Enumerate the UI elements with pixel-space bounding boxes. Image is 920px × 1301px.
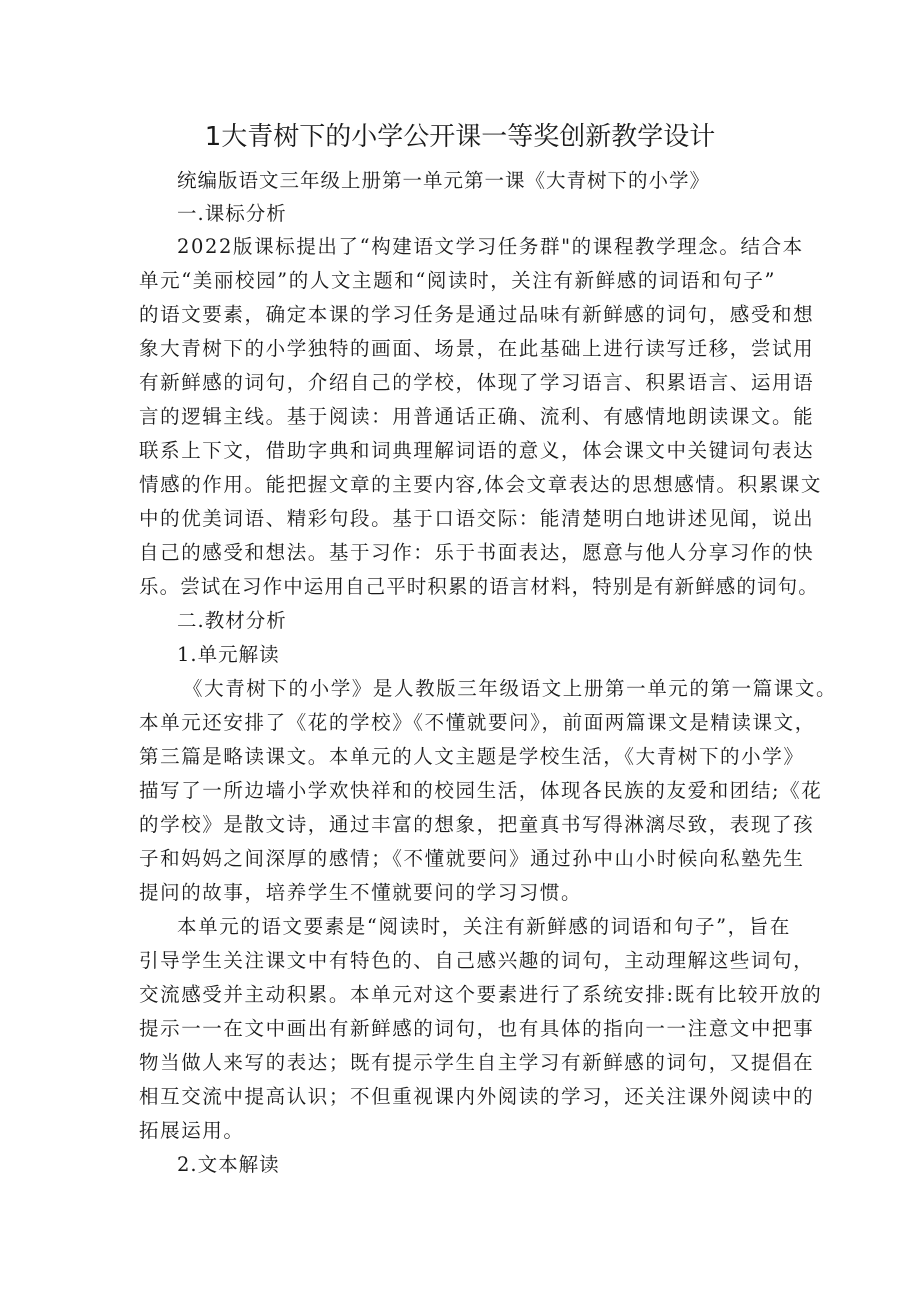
- paragraph-line: 情感的作用。能把握文章的主要内容,体会文章表达的思想感情。积累课文: [139, 473, 822, 496]
- subsection-heading-text: 2.文本解读: [177, 1153, 280, 1176]
- paragraph-line: 自己的感受和想法。基于习作：乐于书面表达，愿意与他人分享习作的快: [139, 541, 815, 564]
- paragraph-line: 2022版课标提出了“构建语文学习任务群"的课程教学理念。结合本: [177, 235, 804, 258]
- subsection-heading-unit: 1.单元解读: [177, 643, 280, 666]
- paragraph-line: 的语文要素，确定本课的学习任务是通过品味有新鲜感的词句，感受和想: [139, 303, 815, 326]
- paragraph-line: 本单元还安排了《花的学校》《不懂就要问》，前面两篇课文是精读课文，: [139, 711, 816, 734]
- section-heading-textbook: 二.教材分析: [177, 609, 287, 632]
- paragraph-line: 第三篇是略读课文。本单元的人文主题是学校生活，《大青树下的小学》: [139, 745, 805, 768]
- paragraph-line: 物当做人来写的表达；既有提示学生自主学习有新鲜感的词句，又提倡在: [139, 1051, 815, 1074]
- paragraph-line: 本单元的语文要素是“阅读时，关注有新鲜感的词语和句子”，旨在: [177, 915, 791, 938]
- paragraph-line: 拓展运用。: [139, 1119, 245, 1142]
- paragraph-line: 交流感受并主动积累。本单元对这个要素进行了系统安排:既有比较开放的: [139, 983, 823, 1006]
- section-heading-standards: 一.课标分析: [177, 202, 287, 225]
- paragraph-line: 提示一一在文中画出有新鲜感的词句，也有具体的指向一一注意文中把事: [139, 1017, 815, 1040]
- paragraph-line: 描写了一所边墙小学欢快祥和的校园生活，体现各民族的友爱和团结;《花: [139, 779, 823, 802]
- paragraph-line: 乐。尝试在习作中运用自己平时积累的语言材料，特别是有新鲜感的词句。: [139, 575, 819, 598]
- paragraph-line: 子和妈妈之间深厚的感情；《不懂就要问》通过孙中山小时候向私塾先生: [139, 847, 805, 870]
- document-title: 1大青树下的小学公开课一等奖创新教学设计: [204, 122, 716, 152]
- paragraph-line: 的学校》是散文诗，通过丰富的想象，把童真书写得淋漓尽致，表现了孩: [139, 813, 815, 836]
- paragraph-line: 相互交流中提高认识；不但重视课内外阅读的学习，还关注课外阅读中的: [139, 1085, 815, 1108]
- paragraph-line: 单元“美丽校园”的人文主题和“阅读时，关注有新鲜感的词语和句子”: [139, 269, 777, 292]
- paragraph-line: 象大青树下的小学独特的画面、场景，在此基础上进行读写迁移，尝试用: [139, 337, 815, 360]
- paragraph-line: 《大青树下的小学》是人教版三年级语文上册第一单元的第一篇课文。: [183, 677, 838, 700]
- paragraph-line: 中的优美词语、精彩句段。基于口语交际：能清楚明白地讲述见闻，说出: [139, 507, 815, 530]
- paragraph-line: 有新鲜感的词句，介绍自己的学校，体现了学习语言、积累语言、运用语: [139, 371, 815, 394]
- paragraph-line: 引导学生关注课文中有特色的、自己感兴趣的词句，主动理解这些词句，: [139, 949, 815, 972]
- paragraph-line: 言的逻辑主线。基于阅读：用普通话正确、流利、有感情地朗读课文。能: [139, 405, 815, 428]
- paragraph-line: 联系上下文，借助字典和词典理解词语的意义，体会课文中关键词句表达: [139, 439, 815, 462]
- document-subtitle: 统编版语文三年级上册第一单元第一课《大青树下的小学》: [177, 169, 711, 192]
- paragraph-line: 提问的故事，培养学生不懂就要问的学习习惯。: [139, 881, 583, 904]
